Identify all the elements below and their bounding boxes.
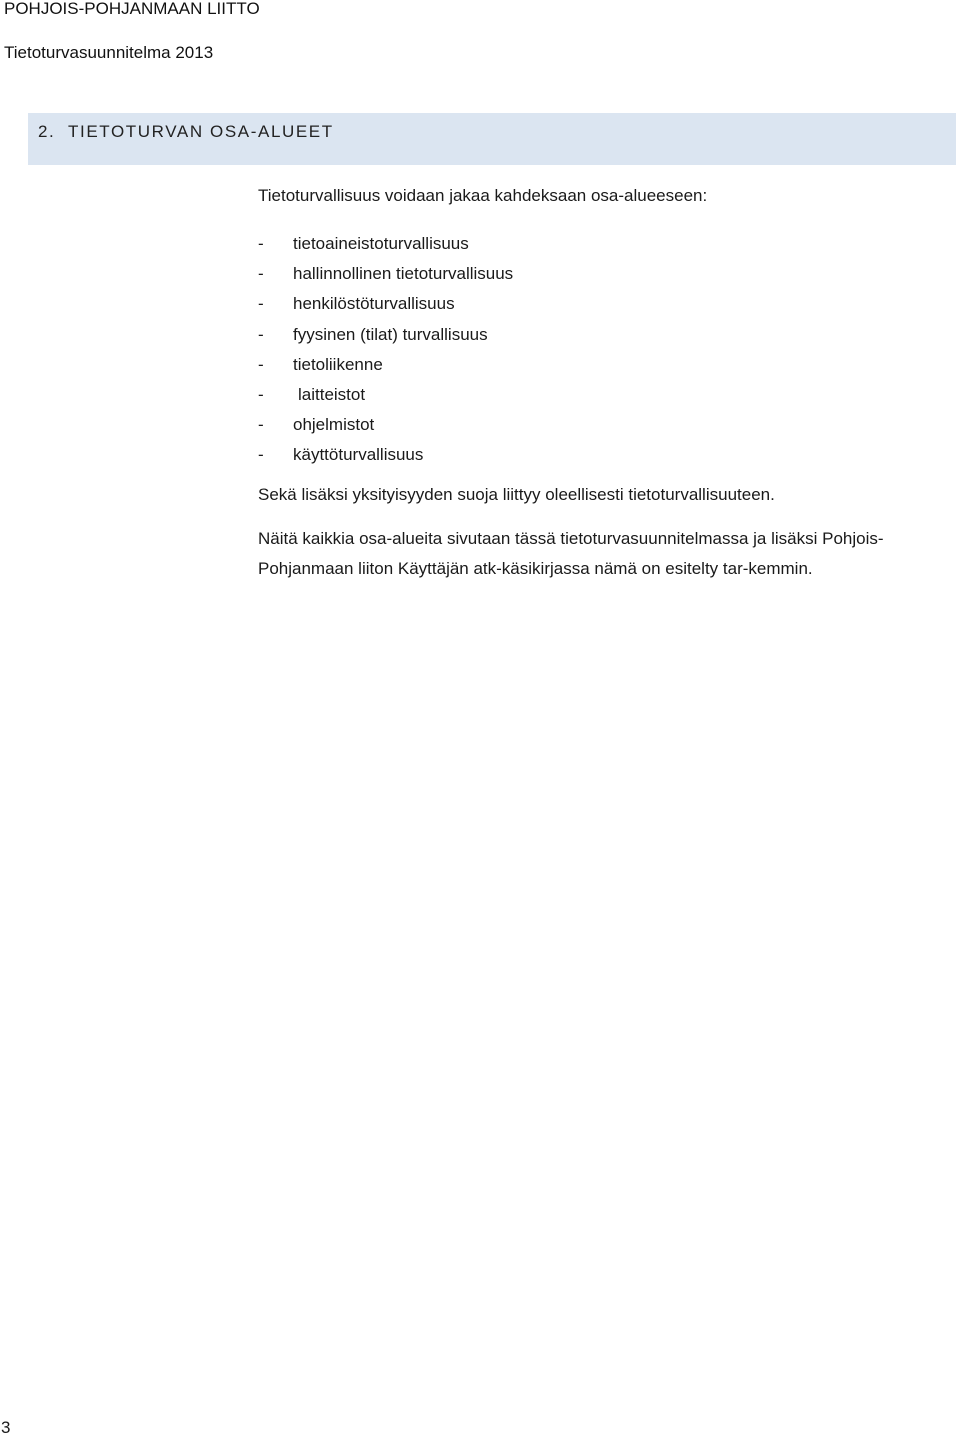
- list-dash: -: [258, 445, 264, 465]
- list-item-text: fyysinen (tilat) turvallisuus: [293, 324, 488, 344]
- organization-name: POHJOIS-POHJANMAAN LIITTO: [4, 0, 260, 18]
- section-heading-band: [28, 113, 956, 165]
- list-dash: -: [258, 234, 264, 253]
- list-item: [258, 444, 918, 474]
- intro-text: Tietoturvallisuus voidaan jakaa kahdeksaan osa-alueeseen:: [258, 186, 708, 205]
- document-title: Tietoturvasuunnitelma 2013: [4, 43, 214, 62]
- list-dash: -: [258, 324, 264, 344]
- list-dash: -: [258, 415, 264, 435]
- privacy-paragraph: Sekä lisäksi yksityisyyden suoja liittyy oleellisesti tietoturvallisuuteen.: [258, 484, 775, 504]
- list-dash: -: [258, 354, 264, 374]
- section-heading: [38, 121, 334, 143]
- list-item: [258, 414, 918, 444]
- list-item-text: käyttöturvallisuus: [293, 445, 424, 465]
- security-areas-list: [258, 233, 918, 475]
- section-number: 2.: [38, 122, 56, 141]
- list-item-text: ohjelmistot: [293, 415, 375, 435]
- list-item: [258, 233, 918, 263]
- list-item-text: laitteistot: [298, 384, 366, 404]
- list-item: [258, 384, 918, 414]
- list-item: [258, 293, 918, 323]
- list-item-text: hallinnollinen tietoturvallisuus: [293, 264, 514, 284]
- section-title: TIETOTURVAN OSA-ALUEET: [68, 122, 334, 141]
- reference-paragraph: Näitä kaikkia osa-alueita sivutaan tässä tietoturvasuunnitelmassa ja lisäksi Pohjois-Pohjanmaan liiton Käyttäjän atk-käsikirjassa nämä on esitelty tar-kemmin.: [258, 528, 884, 578]
- section-body: [258, 185, 918, 585]
- list-item-text: henkilöstöturvallisuus: [293, 294, 455, 314]
- list-dash: -: [258, 294, 264, 314]
- list-item: [258, 263, 918, 293]
- list-item: [258, 354, 918, 384]
- list-dash: -: [258, 384, 264, 404]
- page-number: 3: [1, 1418, 11, 1437]
- list-dash: -: [258, 264, 264, 284]
- list-item-text: tietoliikenne: [293, 354, 383, 374]
- list-item: [258, 324, 918, 354]
- list-item-text: tietoaineistoturvallisuus: [293, 234, 469, 253]
